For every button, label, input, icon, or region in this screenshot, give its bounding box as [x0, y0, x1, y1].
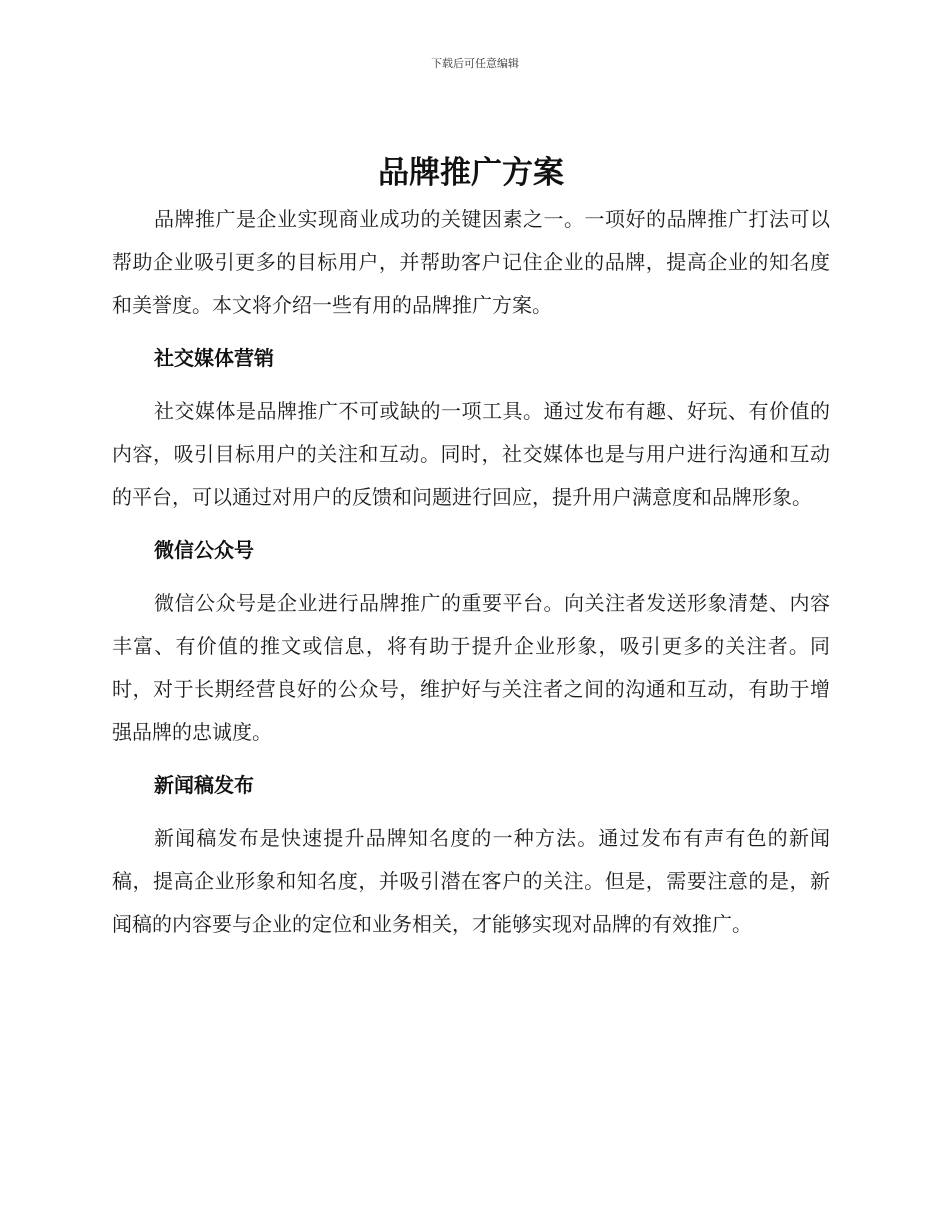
section-heading: 新闻稿发布: [154, 773, 254, 797]
document-title: 品牌推广方案: [378, 155, 564, 191]
section-paragraph: 新闻稿发布是快速提升品牌知名度的一种方法。通过发布有声有色的新闻稿，提高企业形象和知名度，并吸引潜在客户的关注。但是，需要注意的是，新闻稿的内容要与企业的定位和业务相关，才能够实现对品牌的有效推广。: [112, 826, 830, 936]
page-header-note: 下载后可任意编辑: [431, 57, 519, 70]
section-wechat: [112, 529, 830, 754]
section-heading: 微信公众号: [154, 538, 254, 562]
document-body: [112, 150, 830, 946]
section-paragraph: 微信公众号是企业进行品牌推广的重要平台。向关注者发送形象清楚、内容丰富、有价值的推文或信息，将有助于提升企业形象，吸引更多的关注者。同时，对于长期经营良好的公众号，维护好与关注者之间的沟通和互动，有助于增强品牌的忠诚度。: [112, 591, 830, 744]
section-press-release: [112, 764, 830, 946]
section-heading: 社交媒体营销: [154, 346, 274, 370]
section-paragraph: 社交媒体是品牌推广不可或缺的一项工具。通过发布有趣、好玩、有价值的内容，吸引目标用户的关注和互动。同时，社交媒体也是与用户进行沟通和互动的平台，可以通过对用户的反馈和问题进行回应，提升用户满意度和品牌形象。: [112, 399, 830, 509]
intro-paragraph: 品牌推广是企业实现商业成功的关键因素之一。一项好的品牌推广打法可以帮助企业吸引更多的目标用户，并帮助客户记住企业的品牌，提高企业的知名度和美誉度。本文将介绍一些有用的品牌推广方案。: [112, 207, 830, 317]
section-social-media: [112, 337, 830, 519]
